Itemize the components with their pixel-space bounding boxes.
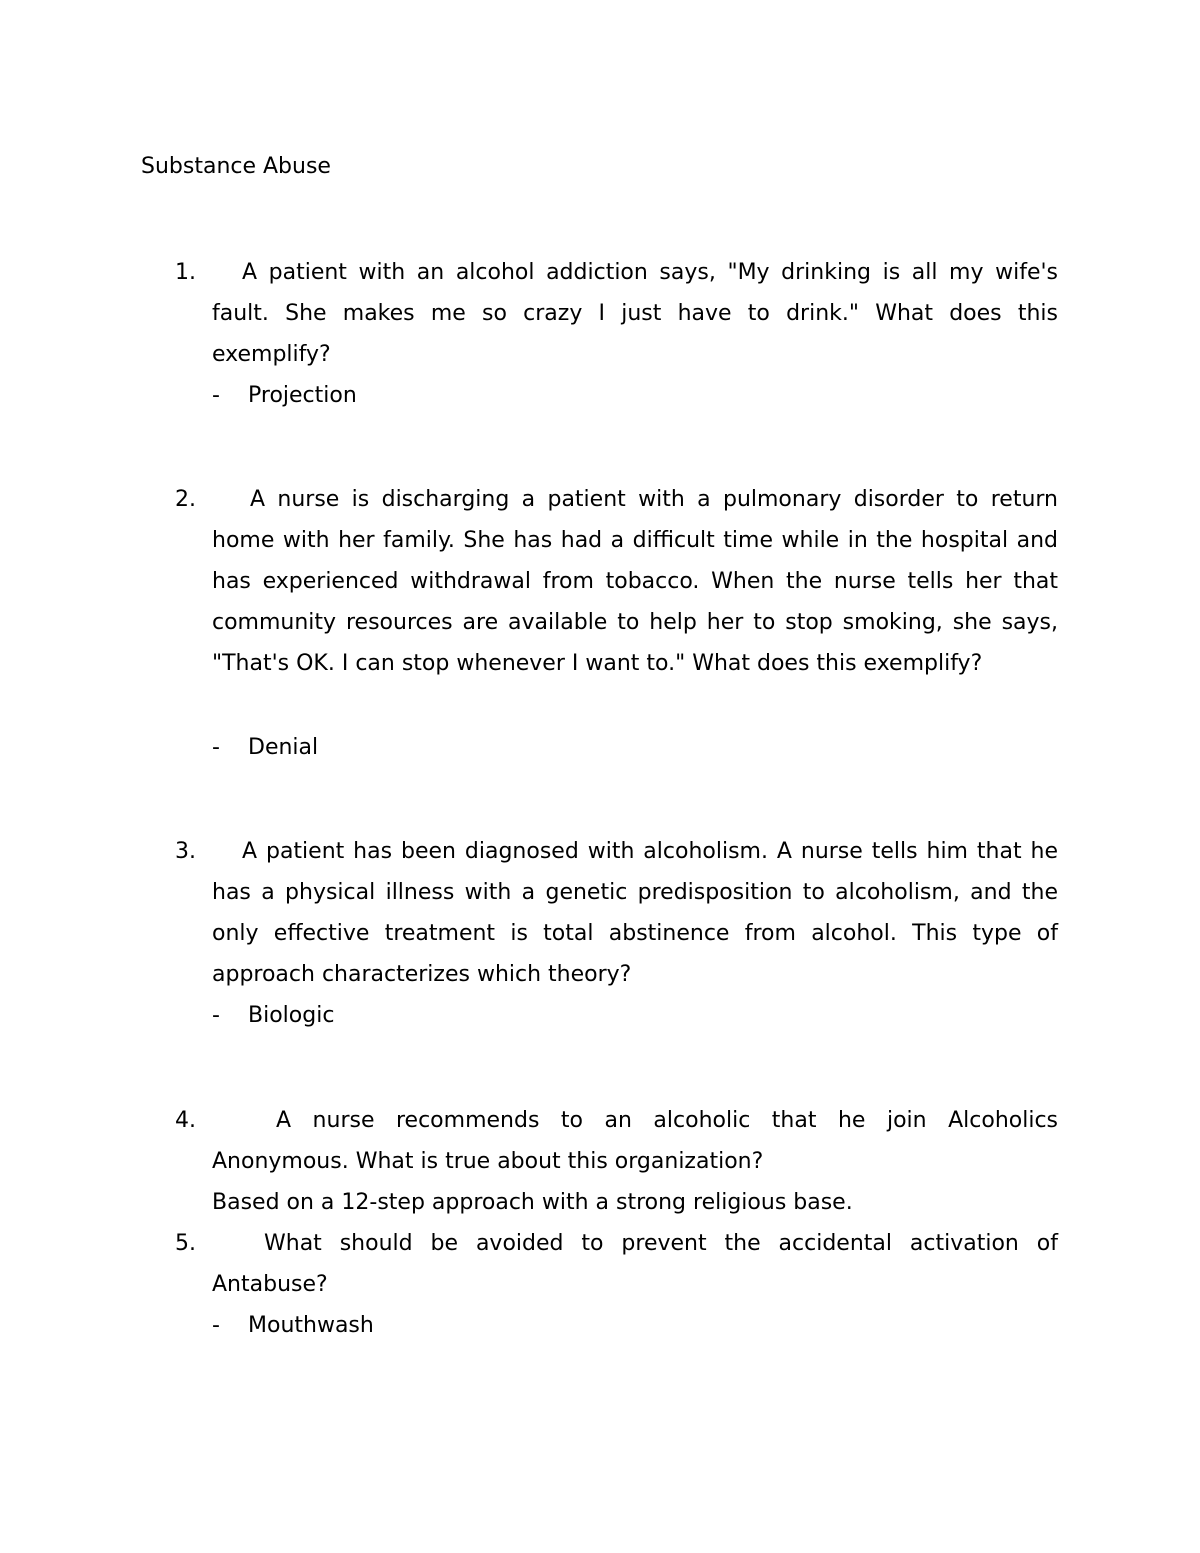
answer-bullet: - [212,1313,220,1338]
question-1-text: A patient with an alcohol addiction says, "My drinking is all my wife's fault. She makes me so crazy I just have to drink." What does this exemplify? [212,260,1058,367]
question-4-text: A nurse recommends to an alcoholic that he join Alcoholics Anonymous. What is true about this organization? [212,1108,1058,1174]
document-title: Substance Abuse [141,154,331,179]
question-1-number: 1. [175,260,196,285]
question-1-answer-text: Projection [248,383,357,408]
question-3-answer [212,995,334,1036]
question-5-text: What should be avoided to prevent the accidental activation of Antabuse? [212,1231,1058,1297]
question-2-answer [212,727,318,768]
question-1-answer [212,375,357,416]
question-4-answer: Based on a 12-step approach with a strong religious base. [212,1190,853,1215]
answer-bullet: - [212,383,220,408]
question-5-number: 5. [175,1231,196,1256]
question-2-number: 2. [175,487,196,512]
answer-bullet: - [212,1003,220,1028]
question-2-text: A nurse is discharging a patient with a pulmonary disorder to return home with her family. She has had a difficult time while in the hospital and has experienced withdrawal from tobacco. When the nurse tells her that community resources are available to help her to stop smoking, she says, "That's OK. I can stop whenever I want to." What does this exemplify? [212,487,1058,676]
question-3-answer-text: Biologic [248,1003,335,1028]
question-3-number: 3. [175,839,196,864]
question-5-answer [212,1305,374,1346]
question-3-text: A patient has been diagnosed with alcoholism. A nurse tells him that he has a physical illness with a genetic predisposition to alcoholism, and the only effective treatment is total abstinence from alcohol. This type of approach characterizes which theory? [212,839,1058,987]
answer-bullet: - [212,735,220,760]
question-4-number: 4. [175,1108,196,1133]
question-2-answer-text: Denial [248,735,319,760]
question-5-answer-text: Mouthwash [248,1313,374,1338]
